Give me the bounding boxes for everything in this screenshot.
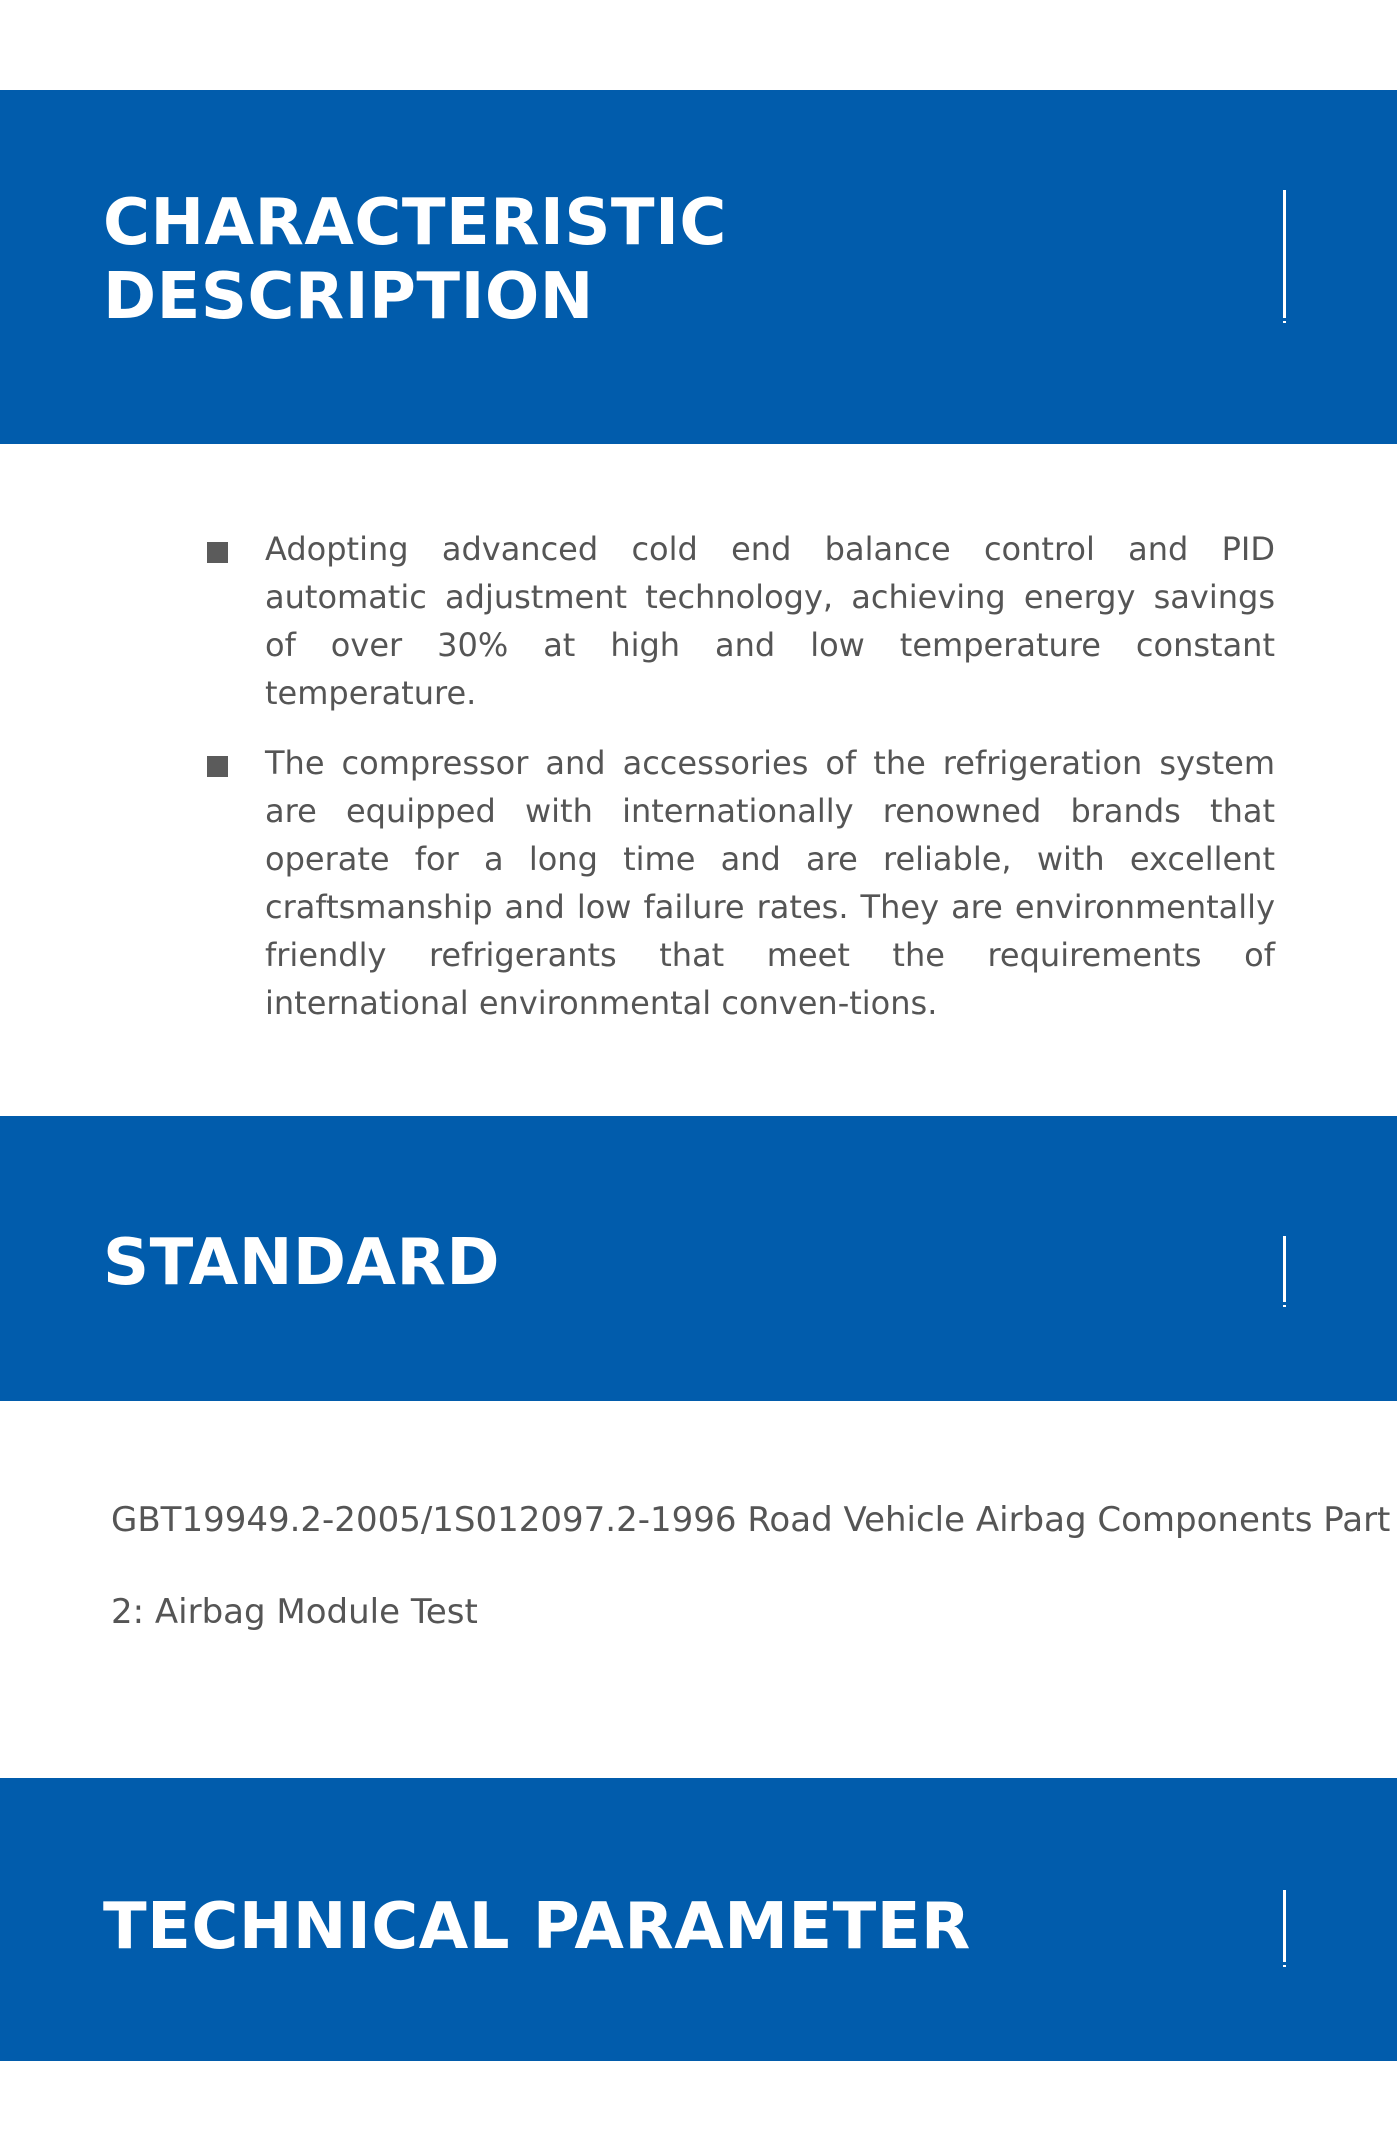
vertical-divider [1283,1890,1286,1962]
list-item [0,739,1400,1027]
standard-section-title: STANDARD [103,1226,500,1300]
feature-text: Adopting advanced cold end balance control and PID automatic adjustment technology, achieving energy savings of over 30% at high and low temperature constant temperature. [265,530,1275,712]
list-item [0,525,1400,717]
standard-header-band [0,1116,1397,1401]
technical-parameter-section-title: TECHNICAL PARAMETER [103,1890,971,1964]
standard-text-line-2: 2: Airbag Module Test [111,1592,478,1632]
square-bullet-icon [207,756,228,777]
feature-text: The compressor and accessories of the refrigeration system are equipped with internationally renowned brands that operate for a long time and are reliable, with excellent craftsmanship and low failure rates. They are environmentally friendly refrigerants that meet the requirements of international environmental conven-tions. [265,744,1275,1022]
characteristic-section-title [103,186,727,334]
technical-parameter-header-band [0,1778,1397,2061]
vertical-divider [1283,1236,1286,1302]
vertical-divider [1283,190,1286,318]
standard-text-line-1: GBT19949.2-2005/1S012097.2-1996 Road Vehicle Airbag Components Part [111,1500,1391,1540]
square-bullet-icon [207,542,228,563]
title-line-2: DESCRIPTION [103,260,594,334]
feature-list [0,525,1400,1049]
characteristic-header-band [0,90,1397,444]
title-line-1: CHARACTERISTIC [103,186,727,260]
